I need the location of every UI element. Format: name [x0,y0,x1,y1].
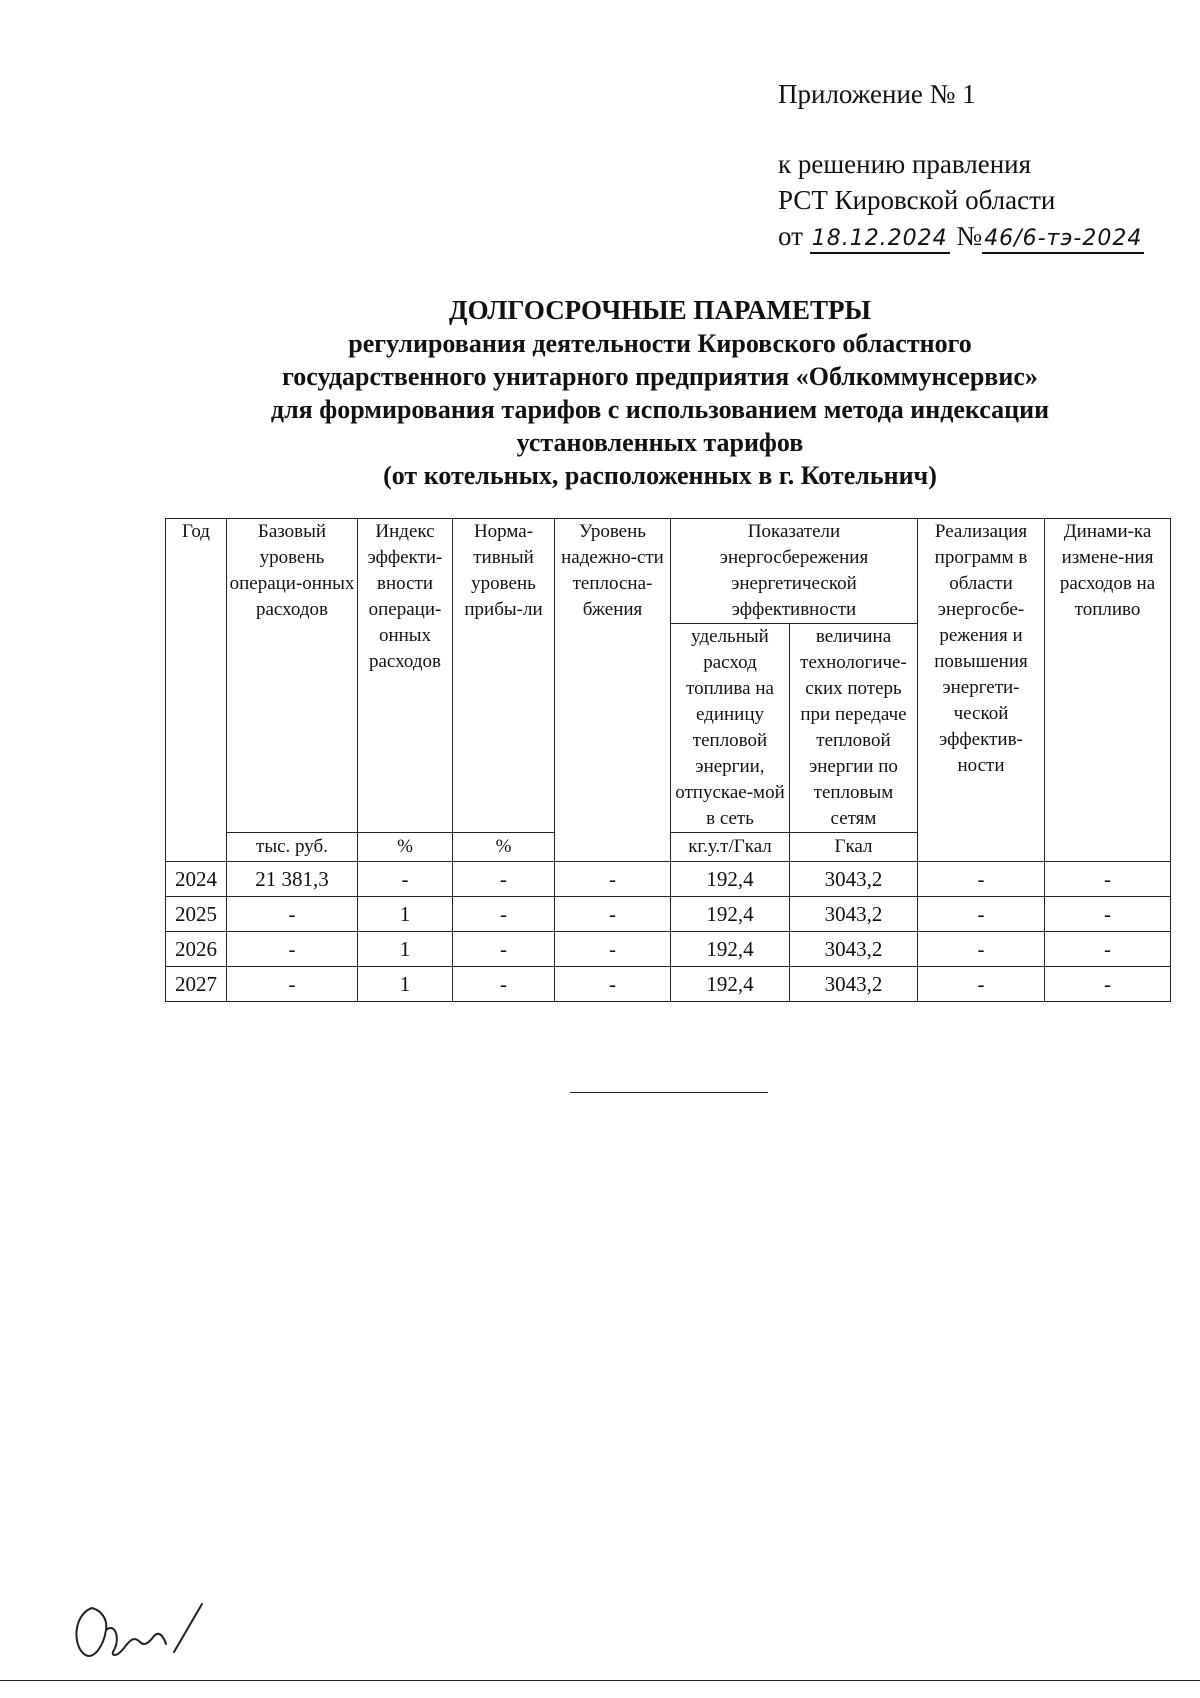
title-line-1: регулирования деятельности Кировского областного [348,329,972,358]
cell-profit: - [453,967,555,1002]
header-profit-level: Норма-тивный уровень прибы-ли [453,519,555,833]
cell-profit: - [453,932,555,967]
annex-title: Приложение № 1 [778,79,976,109]
cell-base: 21 381,3 [227,862,358,897]
cell-index: 1 [358,932,453,967]
annex-authority-line: РСТ Кировской области [778,185,1056,215]
cell-year: 2025 [166,897,227,932]
document-title [150,294,1170,492]
cell-index: - [358,862,453,897]
header-base-level: Базовый уровень операци-онных расходов [227,519,358,833]
unit-index: % [358,833,453,862]
cell-programs: - [918,897,1045,932]
cell-fuel: 192,4 [671,932,790,967]
header-programs: Реализация программ в области энергосбе-режения и повышения энергети-ческой эффектив-ности [918,519,1045,862]
cell-programs: - [918,932,1045,967]
cell-index: 1 [358,897,453,932]
cell-fuel: 192,4 [671,897,790,932]
cell-dynamics: - [1045,897,1171,932]
cell-dynamics: - [1045,862,1171,897]
cell-year: 2024 [166,862,227,897]
header-fuel-dynamics: Динами-ка измене-ния расходов на топливо [1045,519,1171,862]
header-efficiency-index: Индекс эффекти-вности операци-онных расходов [358,519,453,833]
title-line-3: для формирования тарифов с использованием метода индексации [270,395,1050,424]
cell-fuel: 192,4 [671,967,790,1002]
header-fuel-consumption: удельный расход топлива на единицу тепловой энергии, отпускае-мой в сеть [671,624,790,833]
unit-profit: % [453,833,555,862]
header-row-1 [166,519,1171,624]
unit-losses: Гкал [790,833,918,862]
cell-dynamics: - [1045,967,1171,1002]
unit-base: тыс. руб. [227,833,358,862]
table-row [166,862,1171,897]
title-main: ДОЛГОСРОЧНЫЕ ПАРАМЕТРЫ [449,295,871,325]
annex-decision-line: к решению правления [778,149,1032,179]
parameters-table [165,518,1171,1002]
title-line-2: государственного унитарного предприятия «Облкоммунсервис» [282,362,1038,391]
number-prefix: № [956,221,983,251]
table-row [166,897,1171,932]
date-prefix: от [778,221,803,251]
closing-divider [570,1092,768,1093]
cell-year: 2026 [166,932,227,967]
cell-losses: 3043,2 [790,932,918,967]
handwritten-date: 18.12.2024 [810,226,950,254]
header-energy-group: Показатели энергосбережения энергетической эффективности [671,519,918,624]
table-row [166,967,1171,1002]
unit-fuel: кг.у.т/Гкал [671,833,790,862]
cell-programs: - [918,967,1045,1002]
cell-year: 2027 [166,967,227,1002]
cell-profit: - [453,862,555,897]
table-row [166,932,1171,967]
cell-index: 1 [358,967,453,1002]
cell-base: - [227,932,358,967]
title-line-4: установленных тарифов [516,428,804,457]
header-heat-losses: величина технологиче-ских потерь при передаче тепловой энергии по тепловым сетям [790,624,918,833]
header-reliability: Уровень надежно-сти теплосна-бжения [555,519,671,862]
header-year: Год [166,519,227,862]
cell-programs: - [918,862,1045,897]
handwritten-number: 46/6-тэ-2024 [982,226,1144,254]
cell-losses: 3043,2 [790,967,918,1002]
cell-losses: 3043,2 [790,897,918,932]
handwritten-signature [70,1600,220,1667]
cell-reliability: - [555,897,671,932]
cell-profit: - [453,897,555,932]
cell-dynamics: - [1045,932,1171,967]
cell-base: - [227,897,358,932]
title-line-5: (от котельных, расположенных в г. Котельнич) [383,461,937,490]
annex-block [778,76,1144,254]
cell-reliability: - [555,967,671,1002]
cell-reliability: - [555,932,671,967]
cell-fuel: 192,4 [671,862,790,897]
footer-rule [0,1680,1200,1681]
cell-reliability: - [555,862,671,897]
cell-losses: 3043,2 [790,862,918,897]
signature-scribble [70,1600,220,1662]
annex-date-number-line [778,218,1144,254]
cell-base: - [227,967,358,1002]
